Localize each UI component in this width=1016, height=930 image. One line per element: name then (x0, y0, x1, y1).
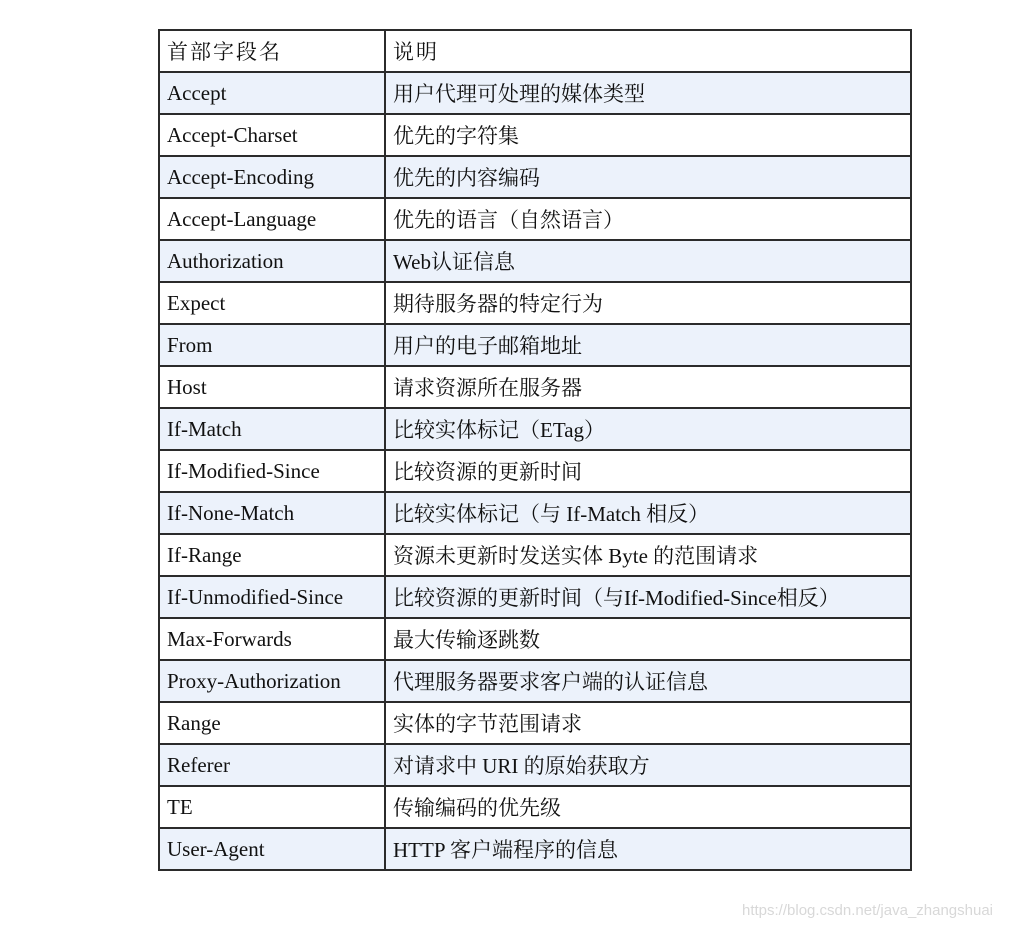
table-row (159, 744, 911, 786)
field-description: 优先的语言（自然语言） (385, 198, 911, 240)
field-name: If-Modified-Since (159, 450, 385, 492)
field-description: 对请求中 URI 的原始获取方 (385, 744, 911, 786)
field-name: If-Range (159, 534, 385, 576)
field-description: 用户代理可处理的媒体类型 (385, 72, 911, 114)
field-name: If-Unmodified-Since (159, 576, 385, 618)
table-row (159, 576, 911, 618)
table-row (159, 366, 911, 408)
table-row (159, 450, 911, 492)
table-row (159, 702, 911, 744)
table-row (159, 324, 911, 366)
field-name: From (159, 324, 385, 366)
field-name: User-Agent (159, 828, 385, 870)
field-description: 比较资源的更新时间 (385, 450, 911, 492)
field-name: Accept (159, 72, 385, 114)
field-description: 优先的字符集 (385, 114, 911, 156)
table-row (159, 786, 911, 828)
http-request-header-table (158, 29, 912, 871)
field-name: Authorization (159, 240, 385, 282)
table-row (159, 828, 911, 870)
field-name: Referer (159, 744, 385, 786)
table-row (159, 198, 911, 240)
table-row (159, 156, 911, 198)
watermark: https://blog.csdn.net/java_zhangshuai (742, 902, 994, 919)
table-row (159, 240, 911, 282)
field-description: 实体的字节范围请求 (385, 702, 911, 744)
field-name: Expect (159, 282, 385, 324)
field-name: If-None-Match (159, 492, 385, 534)
field-name: TE (159, 786, 385, 828)
field-description: Web认证信息 (385, 240, 911, 282)
field-description: 资源未更新时发送实体 Byte 的范围请求 (385, 534, 911, 576)
table-row (159, 408, 911, 450)
field-description: 优先的内容编码 (385, 156, 911, 198)
field-name: Accept-Language (159, 198, 385, 240)
field-description: 传输编码的优先级 (385, 786, 911, 828)
field-description: 比较实体标记（ETag） (385, 408, 911, 450)
table-row (159, 534, 911, 576)
field-name: Host (159, 366, 385, 408)
field-description: 请求资源所在服务器 (385, 366, 911, 408)
field-name: Accept-Encoding (159, 156, 385, 198)
header-description: 说明 (385, 30, 911, 72)
table-row (159, 492, 911, 534)
field-description: 期待服务器的特定行为 (385, 282, 911, 324)
field-description: 代理服务器要求客户端的认证信息 (385, 660, 911, 702)
field-name: Max-Forwards (159, 618, 385, 660)
table-row (159, 114, 911, 156)
table-row (159, 618, 911, 660)
field-description: 比较资源的更新时间（与If-Modified-Since相反） (385, 576, 911, 618)
field-name: Accept-Charset (159, 114, 385, 156)
field-description: 比较实体标记（与 If-Match 相反） (385, 492, 911, 534)
table-row (159, 282, 911, 324)
table-header-row (159, 30, 911, 72)
field-name: Proxy-Authorization (159, 660, 385, 702)
field-description: 最大传输逐跳数 (385, 618, 911, 660)
field-description: HTTP 客户端程序的信息 (385, 828, 911, 870)
field-name: If-Match (159, 408, 385, 450)
header-field-name: 首部字段名 (159, 30, 385, 72)
field-name: Range (159, 702, 385, 744)
table-row (159, 72, 911, 114)
field-description: 用户的电子邮箱地址 (385, 324, 911, 366)
table-row (159, 660, 911, 702)
